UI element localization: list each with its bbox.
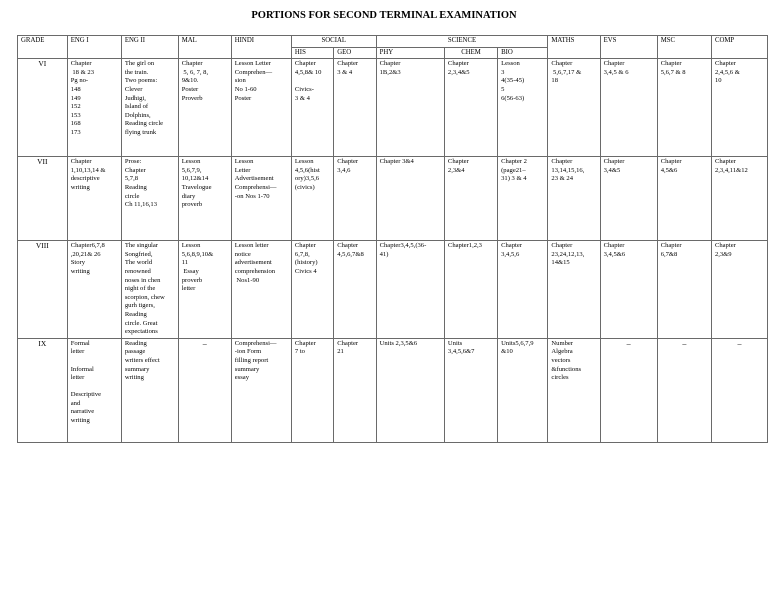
grade-cell: VIII xyxy=(18,241,68,339)
chem-text: Chapter 2,3,4&5 xyxy=(447,60,470,76)
comp-cell: – xyxy=(711,338,767,442)
his-text: Lesson 4,5,6(hist ory)3,5,6 (civics) xyxy=(294,158,320,191)
chem-cell xyxy=(444,157,497,241)
header-chem: CHEM xyxy=(444,47,497,59)
geo-cell xyxy=(334,157,376,241)
geo-text: Chapter 21 xyxy=(337,339,359,356)
grade-cell: VI xyxy=(18,59,68,157)
maths-text: Chapter 5,6,7,17 & 18 xyxy=(551,60,582,85)
geo-cell xyxy=(334,241,376,339)
header-science: SCIENCE xyxy=(376,36,548,48)
comp-cell xyxy=(711,241,767,339)
eng1-text: Chapter 1,10,13,14 & descriptive writing xyxy=(70,158,106,191)
his-cell xyxy=(291,59,333,157)
geo-text: Chapter 3,4,6 xyxy=(337,158,359,174)
mal-text: Lesson 5,6,7,9, 10,12&14 Travelogue diary proverb xyxy=(181,158,212,209)
chem-cell xyxy=(444,338,497,442)
mal-cell xyxy=(178,157,231,241)
grade-cell: VII xyxy=(18,157,68,241)
header-his: HIS xyxy=(291,47,333,59)
maths-cell xyxy=(548,338,600,442)
chem-text: Units 3,4,5,6&7 xyxy=(447,339,475,356)
bio-text: Lesson 3 4(35-45) 5 6(56-63) xyxy=(501,60,525,102)
chem-text: Chapter 2,3&4 xyxy=(447,158,469,174)
table-body xyxy=(18,59,768,443)
msc-text: Chapter 4,5&6 xyxy=(660,158,682,174)
comp-text: Chapter 2,4,5,6 & 10 xyxy=(714,60,740,85)
geo-cell xyxy=(334,59,376,157)
evs-cell xyxy=(600,59,657,157)
evs-cell xyxy=(600,241,657,339)
table-header xyxy=(18,36,768,59)
evs-text: Chapter 3,4,5&6 xyxy=(603,242,626,258)
mal-text: Lesson 5,6,8,9,10& 11 Essay proverb letter xyxy=(181,242,214,293)
chem-cell xyxy=(444,241,497,339)
phy-text: Chapter 3&4 xyxy=(379,158,414,166)
comp-cell xyxy=(711,59,767,157)
msc-text: Chapter 6,7&8 xyxy=(660,242,682,258)
his-cell xyxy=(291,157,333,241)
geo-text: Chapter 3 & 4 xyxy=(337,60,359,76)
header-row-1 xyxy=(18,36,768,48)
phy-cell xyxy=(376,241,444,339)
maths-cell xyxy=(548,241,600,339)
his-text: Chapter 7 to xyxy=(294,339,316,356)
evs-cell: – xyxy=(600,338,657,442)
header-eng1: ENG I xyxy=(67,36,121,59)
table-row xyxy=(18,59,768,157)
comp-text: Chapter 2,3,4,11&12 xyxy=(714,158,748,174)
eng1-cell xyxy=(67,338,121,442)
his-text: Chapter 4,5,8& 10 Civics- 3 & 4 xyxy=(294,60,322,102)
his-cell xyxy=(291,338,333,442)
evs-text: Chapter 3,4,5 & 6 xyxy=(603,60,629,76)
eng2-text: Prose: Chapter 5,7,8 Reading circle Ch 11,16,13 xyxy=(124,158,158,209)
header-mal: MAL xyxy=(178,36,231,59)
header-eng2: ENG II xyxy=(121,36,178,59)
header-social: SOCIAL xyxy=(291,36,376,48)
phy-cell xyxy=(376,338,444,442)
eng2-text: The singular Songfried, The world renowned noses in chen night of the scorpion, chew gurh tigers, Reading circle. Great expectations xyxy=(124,242,165,336)
header-maths: MATHS xyxy=(548,36,600,59)
header-comp: COMP xyxy=(711,36,767,59)
header-msc: MSC xyxy=(657,36,711,59)
maths-text: Number Algebra vectors &functions circles xyxy=(551,339,582,382)
bio-text: Units5,6,7,9 &10 xyxy=(501,339,534,356)
hindi-cell xyxy=(231,338,291,442)
grade-cell: IX xyxy=(18,338,68,442)
eng2-text: Reading passage writers effect summary writing xyxy=(124,339,160,382)
chem-cell xyxy=(444,59,497,157)
phy-cell xyxy=(376,157,444,241)
hindi-text: Lesson Letter Comprehen— sion No 1-60 Poster xyxy=(234,60,273,102)
eng1-text: Chapter 18 & 23 Pg no- 148 149 152 153 168 173 xyxy=(70,60,94,136)
maths-cell xyxy=(548,157,600,241)
hindi-cell xyxy=(231,157,291,241)
msc-cell: – xyxy=(657,338,711,442)
hindi-cell xyxy=(231,59,291,157)
msc-text: Chapter 5,6,7 & 8 xyxy=(660,60,686,76)
his-cell xyxy=(291,241,333,339)
chem-text: Chapter1,2,3 xyxy=(447,242,482,250)
bio-cell xyxy=(498,157,548,241)
hindi-cell xyxy=(231,241,291,339)
comp-cell xyxy=(711,157,767,241)
maths-cell xyxy=(548,59,600,157)
eng1-text: Formal letter Informal letter Descriptive and narrative writing xyxy=(70,339,102,425)
geo-text: Chapter 4,5,6,7&8 xyxy=(337,242,364,258)
table-row xyxy=(18,157,768,241)
hindi-text: Comprehensi— -ion Form filling report summary essay xyxy=(234,339,277,382)
eng2-cell xyxy=(121,241,178,339)
comp-text: Chapter 2,3&9 xyxy=(714,242,736,258)
evs-text: Chapter 3,4&5 xyxy=(603,158,625,174)
maths-text: Chapter 13,14,15,16, 23 & 24 xyxy=(551,158,585,183)
header-hindi: HINDI xyxy=(231,36,291,59)
table-row xyxy=(18,241,768,339)
table-row xyxy=(18,338,768,442)
eng2-cell xyxy=(121,59,178,157)
header-geo: GEO xyxy=(334,47,376,59)
page-title: PORTIONS FOR SECOND TERMINAL EXAMINATION xyxy=(251,10,517,21)
header-evs: EVS xyxy=(600,36,657,59)
msc-cell xyxy=(657,59,711,157)
bio-cell xyxy=(498,241,548,339)
bio-text: Chapter 3,4,5,6 xyxy=(501,242,522,258)
msc-cell xyxy=(657,157,711,241)
hindi-text: Lesson Letter Advertisement Comprehensi— -on Nos 1-70 xyxy=(234,158,277,200)
bio-cell xyxy=(498,338,548,442)
phy-text: Chapter 1B,2&3 xyxy=(379,60,401,76)
bio-cell xyxy=(498,59,548,157)
eng1-text: Chapter6,7,8 ,20,21& 26 Story writing xyxy=(70,242,105,275)
header-bio: BIO xyxy=(498,47,548,59)
hindi-text: Lesson letter notice advertisement comprehension Nos1-90 xyxy=(234,242,276,284)
msc-cell xyxy=(657,241,711,339)
bio-text: Chapter 2 (page21– 31) 3 & 4 xyxy=(501,158,527,183)
eng2-cell xyxy=(121,157,178,241)
mal-cell xyxy=(178,59,231,157)
eng2-cell xyxy=(121,338,178,442)
mal-cell: – xyxy=(178,338,231,442)
phy-cell xyxy=(376,59,444,157)
header-phy: PHY xyxy=(376,47,444,59)
geo-cell xyxy=(334,338,376,442)
phy-text: Chapter3,4,5,(36- 41) xyxy=(379,242,427,258)
evs-cell xyxy=(600,157,657,241)
mal-text: Chapter 5, 6, 7, 8, 9&10. Poster Proverb xyxy=(181,60,209,102)
mal-cell xyxy=(178,241,231,339)
portions-table xyxy=(17,35,768,443)
phy-text: Units 2,3,5&6 xyxy=(379,339,418,347)
eng1-cell xyxy=(67,241,121,339)
eng1-cell xyxy=(67,157,121,241)
eng2-text: The girl on the train. Two poems: Clever Judhigi, Island of Dolphins, Reading circle flying trunk xyxy=(124,60,164,136)
his-text: Chapter 6,7,8, (history) Civics 4 xyxy=(294,242,318,275)
maths-text: Chapter 23,24,12,13, 14&15 xyxy=(551,242,585,267)
eng1-cell xyxy=(67,59,121,157)
header-grade: GRADE xyxy=(18,36,68,59)
